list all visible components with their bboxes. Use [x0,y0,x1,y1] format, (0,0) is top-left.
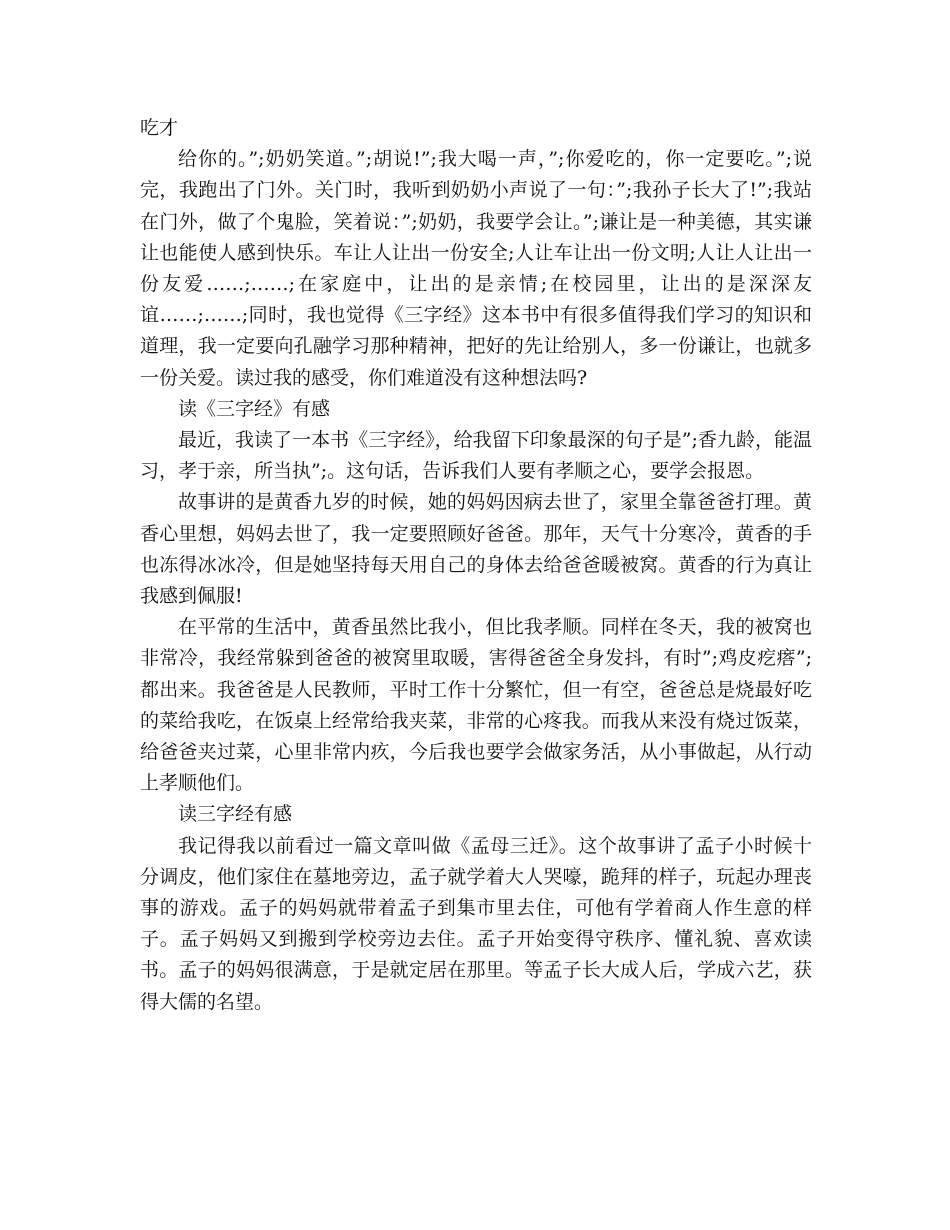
paragraph-mencius: 我记得我以前看过一篇文章叫做《孟母三迁》。这个故事讲了孟子小时候十分调皮，他们家住在墓地旁边，孟子就学着大人哭嚎，跪拜的样子，玩起办理丧事的游戏。孟子的妈妈就带着孟子到集市里去住，可他有学着商人作生意的样子。孟子妈妈又到搬到学校旁边去住。孟子开始变得守秩序、懂礼貌、喜欢读书。孟子的妈妈很满意，于是就定居在那里。等孟子长大成人后，学成六艺，获得大儒的名望。 [140,834,812,1013]
section-heading-1: 读《三字经》有感 [178,397,331,420]
document-page [140,113,812,1018]
paragraph-modesty: 给你的。”;奶奶笑道。”;胡说!”;我大喝一声，”;你爱吃的，你一定要吃。”;说完，我跑出了门外。关门时，我听到奶奶小声说了一句：”;我孙子长大了!”;我站在门外，做了个鬼脸，笑着说：”;奶奶，我要学会让。”;谦让是一种美德，其实谦让也能使人感到快乐。车让人让出一份安全;人让车让出一份文明;人让人让出一份友爱……;……;在家庭中，让出的是亲情;在校园里，让出的是深深友谊……;……;同时，我也觉得《三字经》这本书中有很多值得我们学习的知识和道理，我一定要向孔融学习那种精神，把好的先让给别人，多一份谦让，也就多一份关爱。读过我的感受，你们难道没有这种想法吗? [140,148,812,389]
section-heading-2: 读三字经有感 [178,803,293,826]
paragraph-intro-huangxiang: 最近，我读了一本书《三字经》，给我留下印象最深的句子是”;香九龄，能温习，孝于亲，所当执”;。这句话，告诉我们人要有孝顺之心，要学会报恩。 [140,429,812,483]
paragraph-story-huangxiang: 故事讲的是黄香九岁的时候，她的妈妈因病去世了，家里全靠爸爸打理。黄香心里想，妈妈去世了，我一定要照顾好爸爸。那年，天气十分寒冷，黄香的手也冻得冰冰冷，但是她坚持每天用自己的身体去给爸爸暖被窝。黄香的行为真让我感到佩服! [140,491,812,608]
paragraph-continuation: 吃才 [140,117,179,139]
paragraph-daily-life: 在平常的生活中，黄香虽然比我小，但比我孝顺。同样在冬天，我的被窝也非常冷，我经常躲到爸爸的被窝里取暖，害得爸爸全身发抖，有时”;鸡皮疙瘩”;都出来。我爸爸是人民教师，平时工作十分繁忙，但一有空，爸爸总是烧最好吃的菜给我吃，在饭桌上经常给我夹菜，非常的心疼我。而我从来没有烧过饭菜，给爸爸夹过菜，心里非常内疚，今后我也要学会做家务活，从小事做起，从行动上孝顺他们。 [140,616,812,795]
